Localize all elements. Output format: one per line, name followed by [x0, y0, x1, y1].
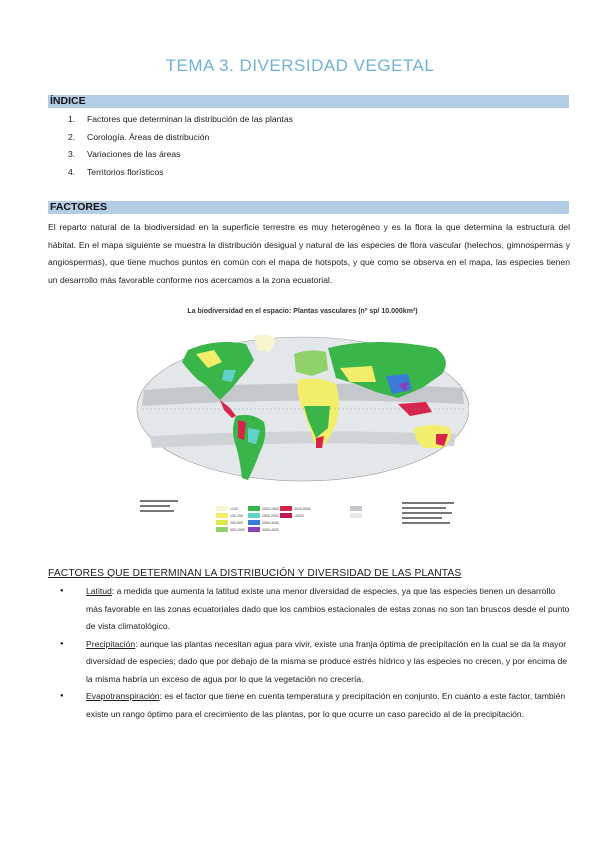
bullet-precipitacion: ● Precipitación: aunque las plantas necesitan agua para vivir, existe una franja óptima de precipitación en la cual se da la mayor diversidad de especies; dado que por debajo de la misma se produce estrés hídrico y las especies no crecen, y por encima de la misma habría un exceso de agua por lo que la vegetación no crecería. — [60, 636, 570, 689]
factores-paragraph: El reparto natural de la biodiversidad en la superficie terrestre es muy heterogéneo y es la flora la que determina la estructura del hábitat. En el mapa siguiente se muestra la distribución desigual y natural de las especies de flora vascular (helechos, gimnospermas y angiospermas), que tiene muchos puntos en común con el mapa de hotspots, y que como se observa en el mapa, las especies tienen un desarrollo más favorable conforme nos acercamos a la zona ecuatorial. — [48, 222, 570, 285]
legend-label: 200-500 — [230, 521, 243, 525]
legend-label: 1500-2000 — [262, 514, 279, 518]
factors-subheading: FACTORES QUE DETERMINAN LA DISTRIBUCIÓN Y DIVERSIDAD DE LAS PLANTAS — [48, 568, 462, 579]
bullet-latitud: ● Latitud: a medida que aumenta la latitud existe una menor diversidad de especies, ya que las especies tienen un desarrollo más favorable en las zonas ecuatoriales dado que los cambios estacionales de estas zonas no son tan bruscos desde el punto de vista climatológico. — [60, 583, 570, 636]
factors-bullet-list — [60, 583, 570, 723]
legend-label: 2000-3000 — [262, 521, 279, 525]
legend-label: >5000 — [294, 514, 304, 518]
bullet-evapotranspiracion: ● Evapotranspiración: es el factor que tiene en cuenta temperatura y precipitación en conjunto. En cuanto a este factor, también existe un rango óptimo para el crecimiento de las plantas, por lo que ocurre un caso parecido al de la precipitación. — [60, 688, 570, 723]
legend-label: 4000-5000 — [294, 507, 311, 511]
legend-label: 500-1000 — [230, 528, 245, 532]
index-item: 4. Territorios florísticos — [68, 166, 164, 177]
factores-heading: FACTORES — [48, 201, 569, 214]
page-title: TEMA 3. DIVERSIDAD VEGETAL — [165, 56, 435, 75]
world-map-image — [136, 308, 469, 546]
index-item: 2. Corología. Áreas de distribución — [68, 131, 210, 142]
index-heading: ÍNDICE — [48, 95, 569, 108]
legend-label: 3000-4000 — [262, 528, 279, 532]
legend-label: <100 — [230, 507, 238, 511]
biodiversity-map-figure — [136, 308, 469, 546]
legend-label: 100-200 — [230, 514, 243, 518]
index-list — [68, 113, 293, 183]
map-title: La biodiversidad en el espacio: Plantas vasculares (nº sp/ 10.000km²) — [187, 308, 418, 315]
index-item: 3. Variaciones de las áreas — [68, 149, 181, 159]
index-item: 1. Factores que determinan la distribución de las plantas — [68, 114, 293, 124]
legend-label: 1000-1500 — [262, 507, 279, 511]
